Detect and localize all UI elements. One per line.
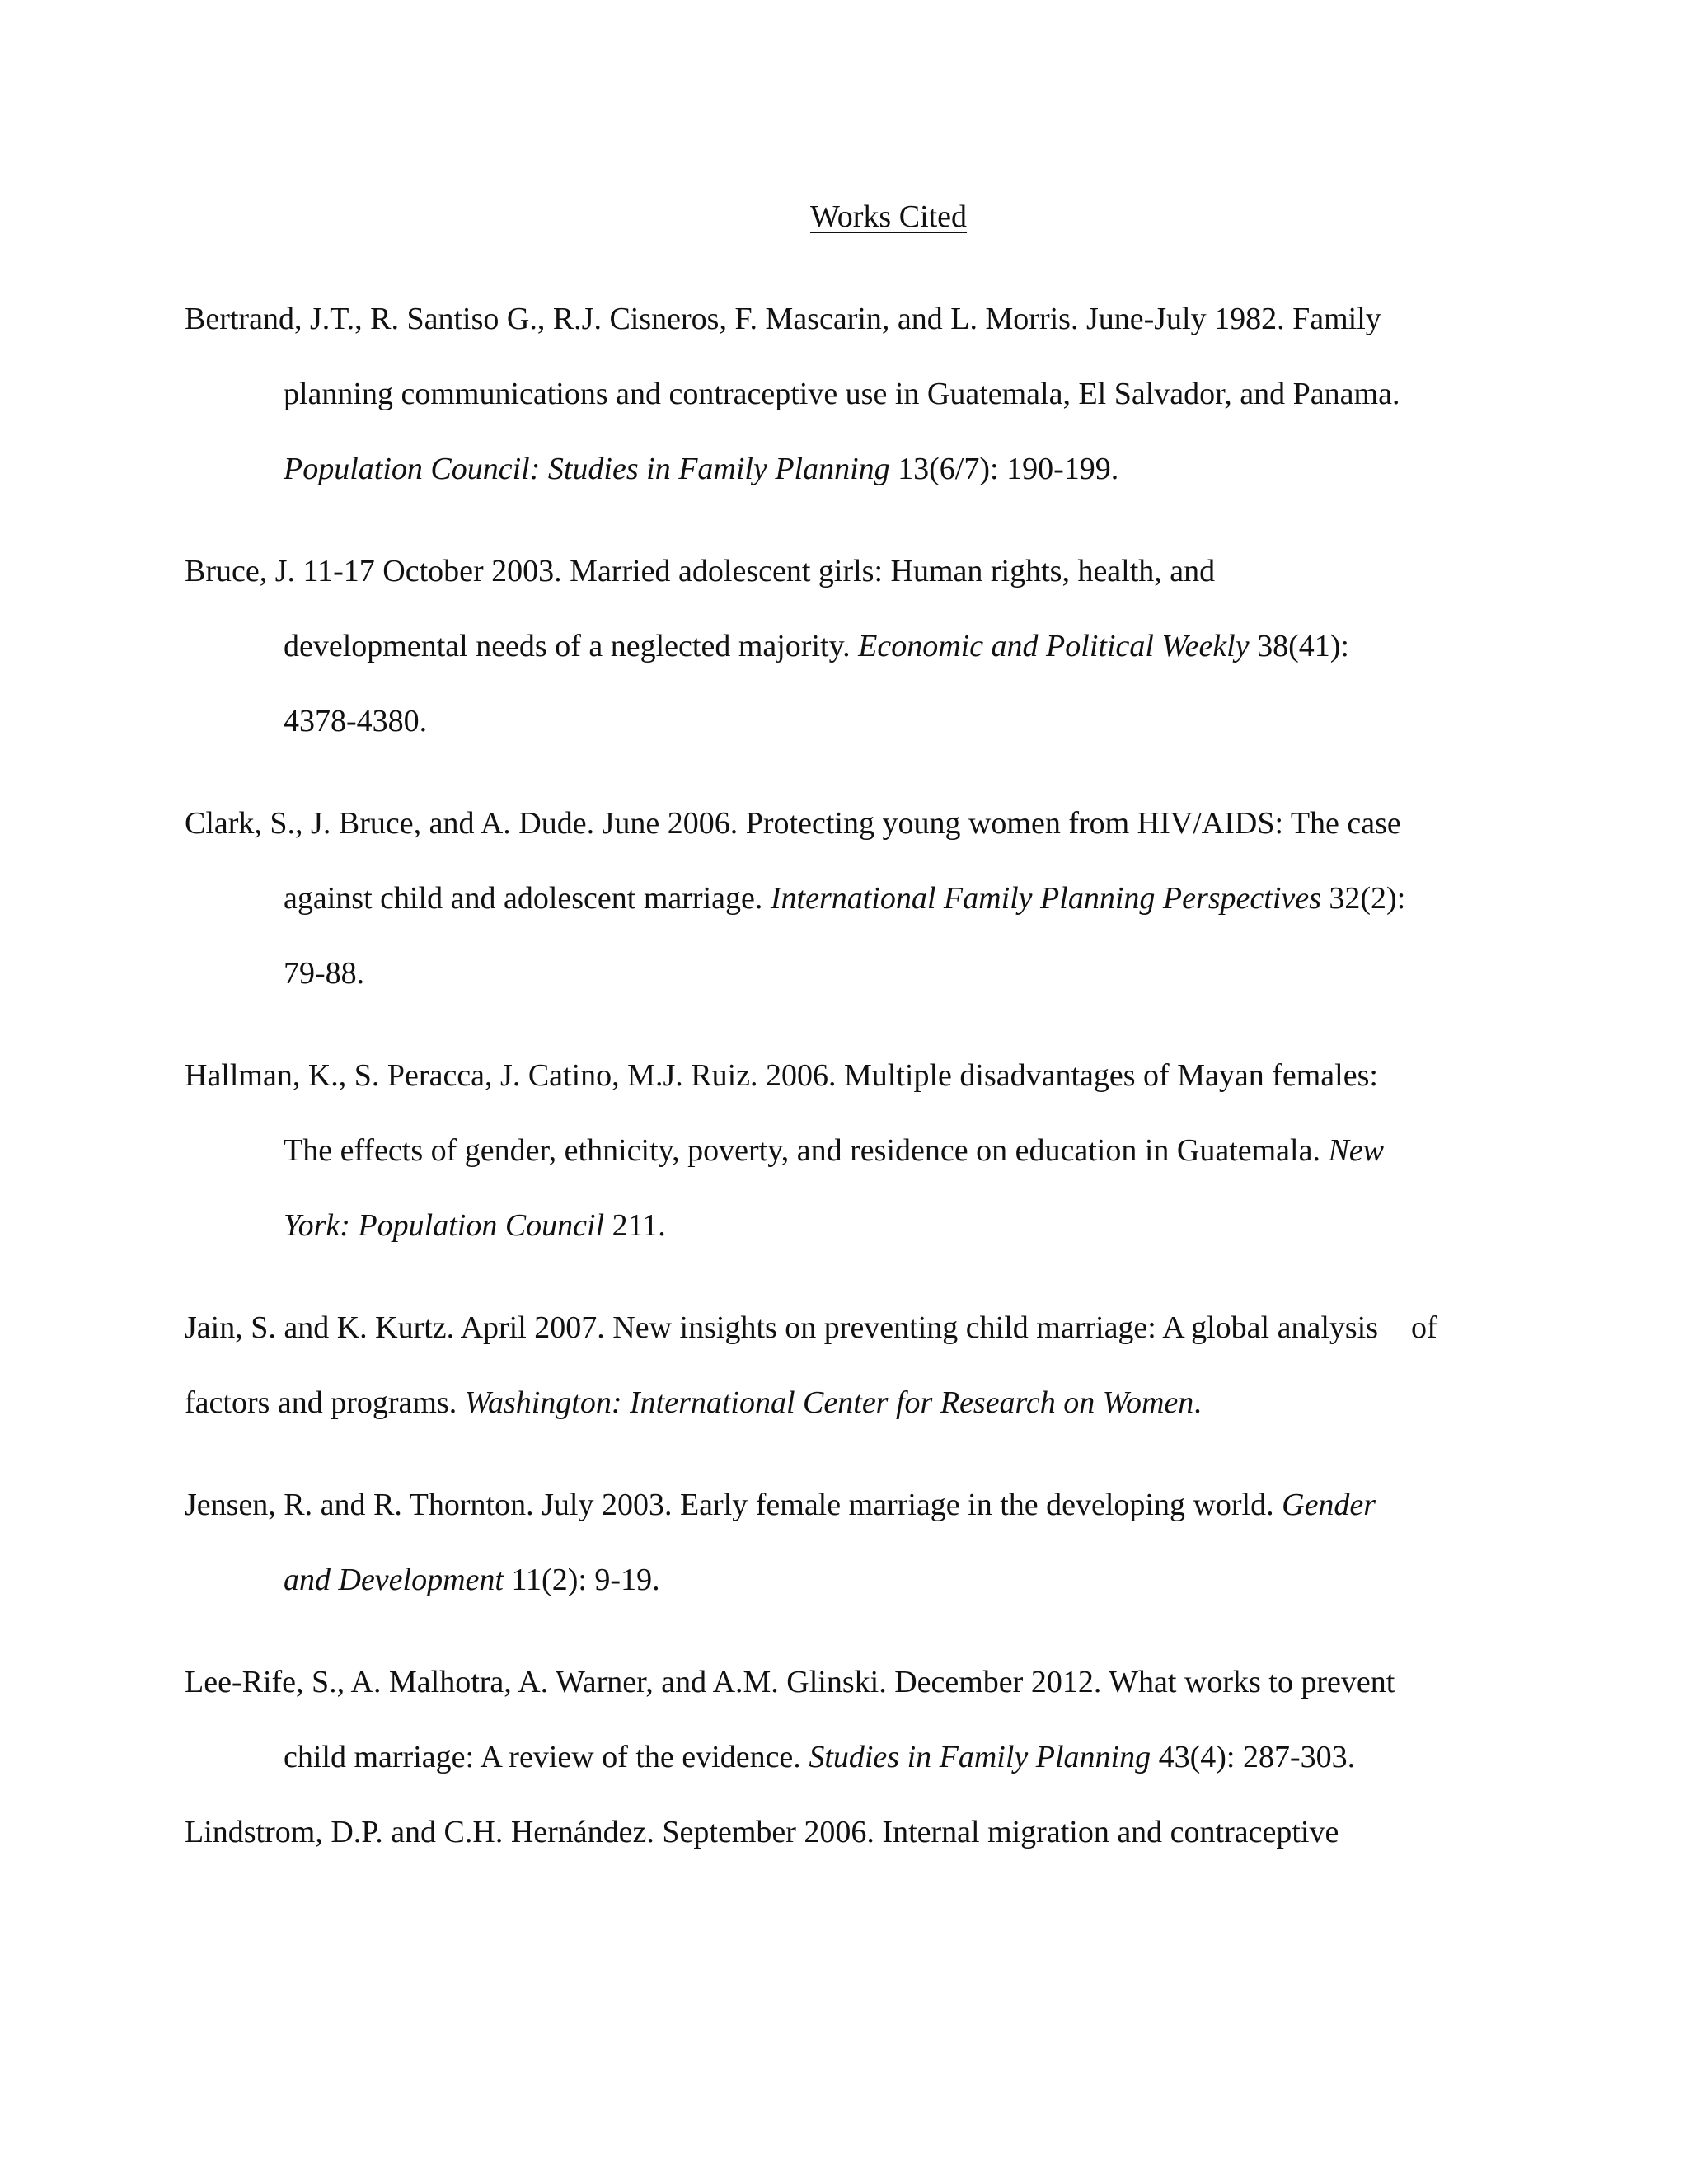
citation-bertrand-line-1: Bertrand, J.T., R. Santiso G., R.J. Cisneros, F. Mascarin, and L. Morris. June-July 1982. Family xyxy=(185,302,1381,336)
citation-lee-rife-line-2: child marriage: A review of the evidence. Studies in Family Planning 43(4): 287-303. xyxy=(284,1740,1356,1774)
citation-hallman-line-3: York: Population Council 211. xyxy=(284,1208,666,1243)
journal-title: Studies in Family Planning xyxy=(809,1740,1151,1774)
journal-title: New xyxy=(1328,1133,1385,1168)
citation-bruce-line-3: 4378-4380. xyxy=(284,704,428,738)
citation-clark-line-2: against child and adolescent marriage. International Family Planning Perspectives 32(2): xyxy=(284,881,1406,916)
citation-bruce-line-1: Bruce, J. 11-17 October 2003. Married adolescent girls: Human rights, health, and xyxy=(185,554,1216,588)
journal-title: Economic and Political Weekly xyxy=(858,629,1250,663)
journal-title: International Family Planning Perspectives xyxy=(770,881,1321,916)
citation-bertrand-line-2: planning communications and contraceptive use in Guatemala, El Salvador, and Panama. xyxy=(284,377,1400,411)
page-title: Works Cited xyxy=(809,199,968,234)
citation-jensen-line-2: and Development 11(2): 9-19. xyxy=(284,1563,660,1597)
citation-jain-line-1: Jain, S. and K. Kurtz. April 2007. New insights on preventing child marriage: A global analysis of xyxy=(185,1310,1437,1345)
journal-title: Population Council: Studies in Family Planning xyxy=(284,452,890,486)
citation-jensen-line-1: Jensen, R. and R. Thornton. July 2003. Early female marriage in the developing world. Gender xyxy=(185,1488,1376,1522)
citation-hallman-line-1: Hallman, K., S. Peracca, J. Catino, M.J. Ruiz. 2006. Multiple disadvantages of Mayan females: xyxy=(185,1058,1378,1093)
citation-clark-line-3: 79-88. xyxy=(284,956,365,991)
journal-title: and Development xyxy=(284,1563,504,1597)
journal-title: Washington: International Center for Research on Women xyxy=(464,1385,1194,1420)
journal-title: Gender xyxy=(1282,1488,1376,1522)
citation-lee-rife-line-1: Lee-Rife, S., A. Malhotra, A. Warner, and A.M. Glinski. December 2012. What works to prevent xyxy=(185,1665,1395,1699)
citation-lindstrom-line-1: Lindstrom, D.P. and C.H. Hernández. September 2006. Internal migration and contraceptive xyxy=(185,1815,1339,1849)
citation-hallman-line-2: The effects of gender, ethnicity, poverty, and residence on education in Guatemala. New xyxy=(284,1133,1385,1168)
citation-bertrand-line-3: Population Council: Studies in Family Planning 13(6/7): 190-199. xyxy=(284,452,1119,486)
citation-bruce-line-2: developmental needs of a neglected majority. Economic and Political Weekly 38(41): xyxy=(284,629,1349,663)
citation-clark-line-1: Clark, S., J. Bruce, and A. Dude. June 2006. Protecting young women from HIV/AIDS: The case xyxy=(185,806,1401,841)
citation-jain-line-2: factors and programs. Washington: International Center for Research on Women. xyxy=(185,1385,1202,1420)
journal-title: York: Population Council xyxy=(284,1208,605,1243)
